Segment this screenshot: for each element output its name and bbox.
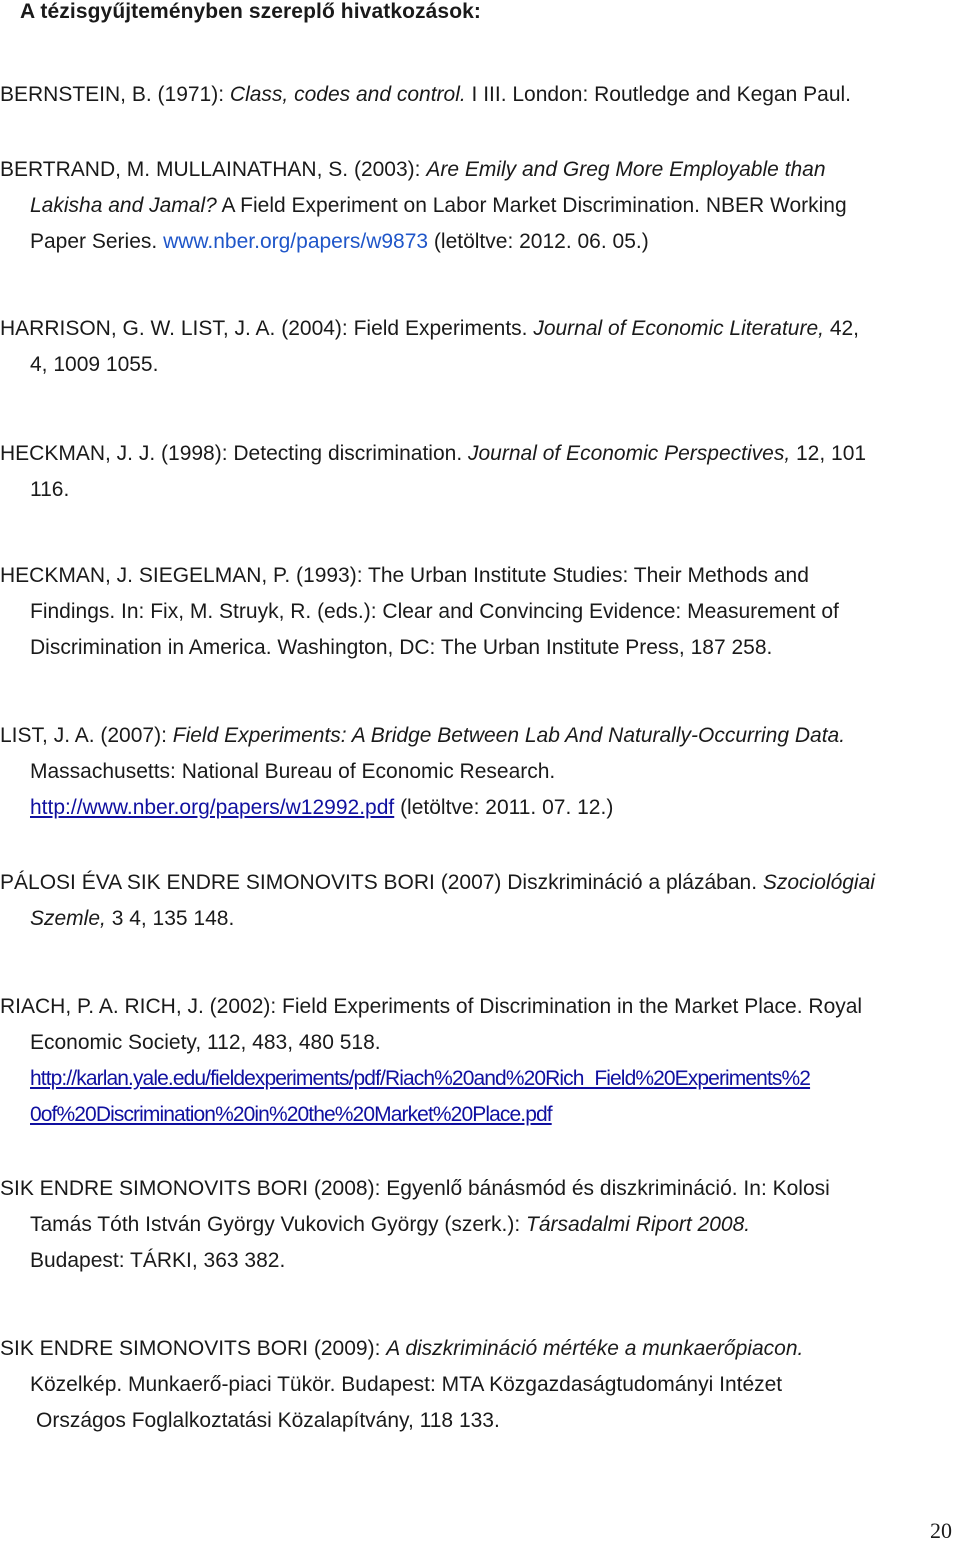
ref-text: Massachusetts: National Bureau of Economic Research. [30, 760, 556, 783]
ref-text: Közelkép. Munkaerő-piaci Tükör. Budapest: MTA Közgazdaságtudományi Intézet [30, 1373, 783, 1396]
ref-text: Budapest: TÁRKI, 363 382. [30, 1249, 286, 1272]
ref-title: Lakisha and Jamal? [30, 194, 217, 217]
ref-journal: Journal of Economic Perspectives, [468, 442, 791, 465]
riach-pdf-link[interactable]: http://karlan.yale.edu/fieldexperiments/pdf/Riach%20and%20Rich_Field%20Experiments%2 [30, 1067, 811, 1090]
ref-title: Field Experiments: A Bridge Between Lab And Naturally-Occurring Data. [172, 724, 846, 747]
nber-w12992-link[interactable]: http://www.nber.org/papers/w12992.pdf [30, 796, 395, 819]
ref-text: Tamás Tóth István György Vukovich György (szerk.): [30, 1213, 526, 1236]
ref-text: Paper Series. [30, 230, 164, 253]
ref-text: LIST, J. A. (2007): [0, 724, 173, 747]
ref-text: 3 4, 135 148. [105, 907, 235, 930]
ref-text: HECKMAN, J. J. (1998): Detecting discrimination. [0, 442, 468, 465]
ref-text: HARRISON, G. W. LIST, J. A. (2004): Field Experiments. [0, 317, 534, 340]
ref-text: Discrimination in America. Washington, DC: The Urban Institute Press, 187 258. [30, 636, 773, 659]
ref-text: 4, 1009 1055. [30, 353, 159, 376]
ref-text: BERTRAND, M. MULLAINATHAN, S. (2003): [0, 158, 427, 181]
ref-text: 116. [30, 478, 70, 501]
ref-text: RIACH, P. A. RICH, J. (2002): Field Experiments of Discrimination in the Market Place. Royal [0, 995, 863, 1018]
references-heading: A tézisgyűjteményben szereplő hivatkozások: [20, 0, 481, 23]
ref-journal: Szemle, [30, 907, 106, 930]
ref-text: (letöltve: 2011. 07. 12.) [394, 796, 614, 819]
ref-journal: Journal of Economic Literature, [533, 317, 824, 340]
riach-pdf-link-continued[interactable]: 0of%20Discrimination%20in%20the%20Market%20Place.pdf [30, 1103, 552, 1126]
ref-text: (letöltve: 2012. 06. 05.) [428, 230, 649, 253]
ref-text: Economic Society, 112, 483, 480 518. [30, 1031, 381, 1054]
ref-title: Class, codes and control. [229, 83, 466, 106]
ref-title: A diszkrimináció mértéke a munkaerőpiacon. [386, 1337, 804, 1360]
ref-text: Findings. In: Fix, M. Struyk, R. (eds.): Clear and Convincing Evidence: Measurement of [30, 600, 839, 623]
ref-text: Országos Foglalkoztatási Közalapítvány, 118 133. [36, 1409, 500, 1432]
ref-journal: Szociológiai [762, 871, 875, 894]
ref-text: I III. London: Routledge and Kegan Paul. [465, 83, 851, 106]
ref-text: BERNSTEIN, B. (1971): [0, 83, 230, 106]
ref-text: 12, 101 [790, 442, 867, 465]
ref-text: PÁLOSI ÉVA SIK ENDRE SIMONOVITS BORI (2007) Diszkrimináció a plázában. [0, 871, 763, 894]
page-number: 20 [930, 1518, 952, 1543]
ref-text: SIK ENDRE SIMONOVITS BORI (2009): [0, 1337, 387, 1360]
ref-text: HECKMAN, J. SIEGELMAN, P. (1993): The Urban Institute Studies: Their Methods and [0, 564, 809, 587]
ref-text: A Field Experiment on Labor Market Discrimination. NBER Working [216, 194, 847, 217]
ref-text: SIK ENDRE SIMONOVITS BORI (2008): Egyenlő bánásmód és diszkrimináció. In: Kolosi [0, 1177, 830, 1200]
nber-w9873-link[interactable]: www.nber.org/papers/w9873 [163, 230, 429, 253]
ref-title: Társadalmi Riport 2008. [526, 1213, 751, 1236]
ref-title: Are Emily and Greg More Employable than [426, 158, 826, 181]
ref-text: 42, [823, 317, 860, 340]
